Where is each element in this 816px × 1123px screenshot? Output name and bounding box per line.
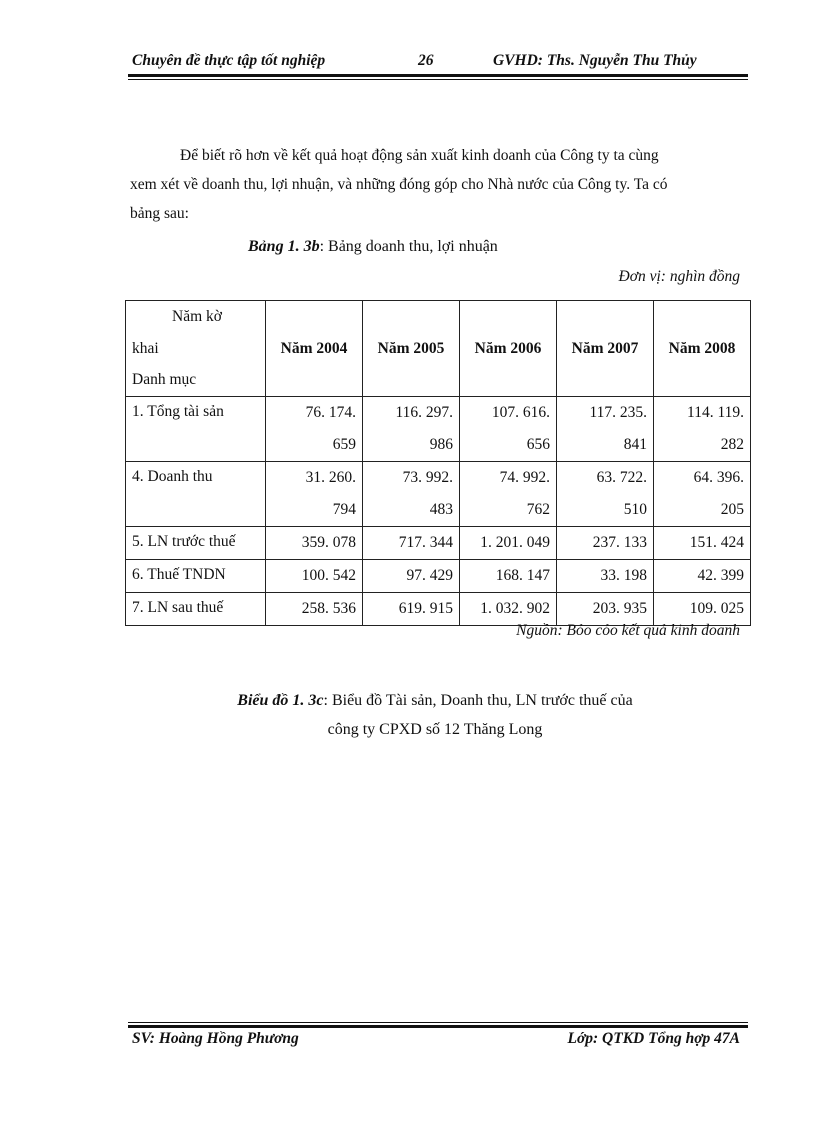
footer-rule-thick xyxy=(128,1025,748,1028)
row-label: 1. Tổng tài sản xyxy=(126,397,266,462)
year-header-2006: Năm 2006 xyxy=(460,301,557,397)
cell-value: 168. 147 xyxy=(460,560,557,593)
table-header-row xyxy=(126,301,751,397)
cell-value: 203. 935 xyxy=(557,593,654,626)
cell-value: 42. 399 xyxy=(654,560,751,593)
cell-value: 237. 133 xyxy=(557,527,654,560)
year-header-2005: Năm 2005 xyxy=(363,301,460,397)
corner-line-2: khai xyxy=(132,339,159,357)
table-row-total-assets xyxy=(126,397,751,462)
cell-value: 116. 297. 986 xyxy=(363,397,460,462)
corner-header-cell xyxy=(126,301,266,397)
table-row-revenue xyxy=(126,462,751,527)
table-caption-text: : Bảng doanh thu, lợi nhuận xyxy=(319,238,498,255)
year-header-2008: Năm 2008 xyxy=(654,301,751,397)
cell-value: 1. 032. 902 xyxy=(460,593,557,626)
cell-value: 97. 429 xyxy=(363,560,460,593)
intro-line-3: bảng sau: xyxy=(130,205,189,222)
cell-value: 33. 198 xyxy=(557,560,654,593)
header-page-number: 26 xyxy=(418,52,434,69)
footer-student: SV: Hoàng Hồng Phương xyxy=(132,1030,299,1047)
corner-line-3: Danh mục xyxy=(132,371,197,389)
chart-caption xyxy=(125,686,745,744)
header-rule-thin xyxy=(128,79,748,80)
row-label: 4. Doanh thu xyxy=(126,462,266,527)
cell-value: 359. 078 xyxy=(266,527,363,560)
cell-value: 31. 260. 794 xyxy=(266,462,363,527)
cell-value: 63. 722. 510 xyxy=(557,462,654,527)
table-caption xyxy=(248,238,498,256)
footer-rule-thin xyxy=(128,1022,748,1023)
page-footer xyxy=(128,1030,748,1054)
chart-caption-label: Biểu đồ 1. 3c xyxy=(237,692,324,709)
cell-value: 76. 174. 659 xyxy=(266,397,363,462)
cell-value: 117. 235. 841 xyxy=(557,397,654,462)
row-label: 6. Thuế TNDN xyxy=(126,560,266,593)
chart-caption-text: : Biểu đồ Tài sản, Doanh thu, LN trước thuế của xyxy=(323,692,633,709)
header-rule-thick xyxy=(128,74,748,77)
table-source-note: Nguồn: Bỏo cỏo kết quả kinh doanh xyxy=(516,622,740,639)
chart-caption-line-1 xyxy=(125,686,745,715)
cell-value: 258. 536 xyxy=(266,593,363,626)
cell-value: 151. 424 xyxy=(654,527,751,560)
chart-caption-line-2: công ty CPXD số 12 Thăng Long xyxy=(327,721,543,738)
table-row-net-profit xyxy=(126,593,751,626)
cell-value: 1. 201. 049 xyxy=(460,527,557,560)
intro-paragraph xyxy=(130,141,740,228)
intro-line-1: Để biết rõ hơn về kết quả hoạt động sản xuất kinh doanh của Công ty ta cùng xyxy=(180,147,659,164)
cell-value: 114. 119. 282 xyxy=(654,397,751,462)
intro-line-2: xem xét về doanh thu, lợi nhuận, và những đóng góp cho Nhà nước của Công ty. Ta có xyxy=(130,176,668,193)
header-advisor: GVHD: Ths. Nguyễn Thu Thủy xyxy=(493,52,697,69)
revenue-profit-table xyxy=(125,300,751,626)
cell-value: 64. 396. 205 xyxy=(654,462,751,527)
unit-note: Đơn vị: nghìn đồng xyxy=(618,268,740,285)
year-header-2004: Năm 2004 xyxy=(266,301,363,397)
table-caption-label: Bảng 1. 3b xyxy=(248,238,320,255)
cell-value: 619. 915 xyxy=(363,593,460,626)
table-row-pretax-profit xyxy=(126,527,751,560)
year-header-2007: Năm 2007 xyxy=(557,301,654,397)
row-label: 7. LN sau thuế xyxy=(126,593,266,626)
cell-value: 73. 992. 483 xyxy=(363,462,460,527)
corner-line-1: Năm kờ xyxy=(172,308,222,326)
footer-class: Lớp: QTKD Tổng hợp 47A xyxy=(567,1030,740,1047)
cell-value: 100. 542 xyxy=(266,560,363,593)
page-header xyxy=(128,50,748,74)
cell-value: 74. 992. 762 xyxy=(460,462,557,527)
cell-value: 717. 344 xyxy=(363,527,460,560)
table-row-cit xyxy=(126,560,751,593)
cell-value: 107. 616. 656 xyxy=(460,397,557,462)
cell-value: 109. 025 xyxy=(654,593,751,626)
row-label: 5. LN trước thuế xyxy=(126,527,266,560)
header-thesis-title: Chuyên đề thực tập tốt nghiệp xyxy=(132,52,326,69)
